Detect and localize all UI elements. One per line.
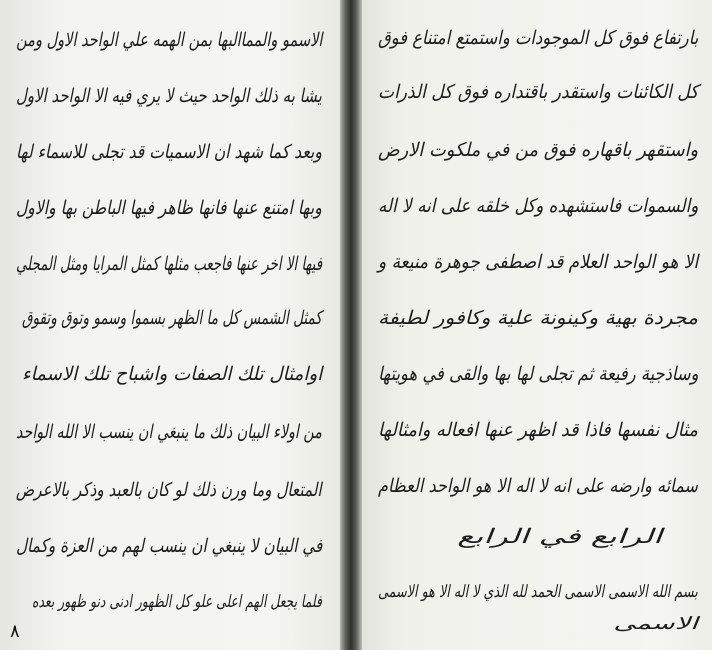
text-line: اوامثال تلك الصفات واشباح تلك الاسماء <box>21 363 322 385</box>
text-line: الا هو الواحد العلام قد اصطفى جوهرة منيعة و <box>377 251 698 273</box>
text-line: وبها امتنع عنها فانها ظاهر فيها الباطن بها والاول <box>16 197 322 219</box>
text-line: بارتفاع فوق كل الموجودات واستمتع امتناع فوق <box>377 27 698 49</box>
text-line: فلما يجعل الهم اعلى علو كل الظهور ادنى دنو ظهور بعده <box>32 592 322 612</box>
text-line: والسموات فاستشهده وكل خلقه على انه لا اله <box>377 195 698 217</box>
text-line: في البيان لا ينبغي ان ينسب لهم من العزة وكمال <box>15 535 322 557</box>
text-line: يشا به ذلك الواحد حيث لا يري فيه الا الواحد الاول <box>16 85 322 107</box>
right-page <box>362 0 712 650</box>
left-page <box>0 0 340 650</box>
text-line: وبعد كما شهد ان الاسميات قد تجلى للاسماء لها <box>16 141 322 163</box>
text-line: واستقهر باقهاره فوق من في ملكوت الارض <box>377 139 698 161</box>
text-line: الاسمو والمماالبها بمن الهمه علي الواحد الاول ومن <box>15 29 322 51</box>
text-line: مجردة بهية وكينونة علية وكافور لطيفة <box>377 307 698 329</box>
book-gutter <box>340 0 362 650</box>
text-line: بسم الله الاسمى الاسمى الحمد لله الذي لا اله الا هو الاسمى <box>378 582 698 602</box>
page-number: ٨ <box>10 621 20 642</box>
text-line: وساذجية رفيعة ثم تجلى لها بها والقى في هويتها <box>377 363 698 385</box>
text-line: المتعال وما ورن ذلك لو كان بالعبد وذكر بالاعرض <box>16 479 322 501</box>
text-line: سمائه وارضه على انه لا اله الا هو الواحد العظام <box>378 475 698 497</box>
text-line: كمثل الشمس كل ما الظهر بسموا وسمو وتوق وتقوق <box>22 307 322 329</box>
text-line: الاسمى <box>613 614 698 634</box>
text-line: من اولاء البيان ذلك ما ينبغي ان ينسب الا الله الواحد <box>16 421 322 443</box>
text-line: فيها الا اخر عنها فاجعب مثلها كمثل المرايا ومثل المجلي <box>15 253 322 275</box>
text-line: مثال نفسها فاذا قد اظهر عنها افعاله وامثالها <box>378 419 698 441</box>
section-heading: الرابع في الرابع <box>457 524 662 548</box>
text-line: كل الكائنات واستقدر باقتداره فوق كل الذرات <box>377 81 698 103</box>
